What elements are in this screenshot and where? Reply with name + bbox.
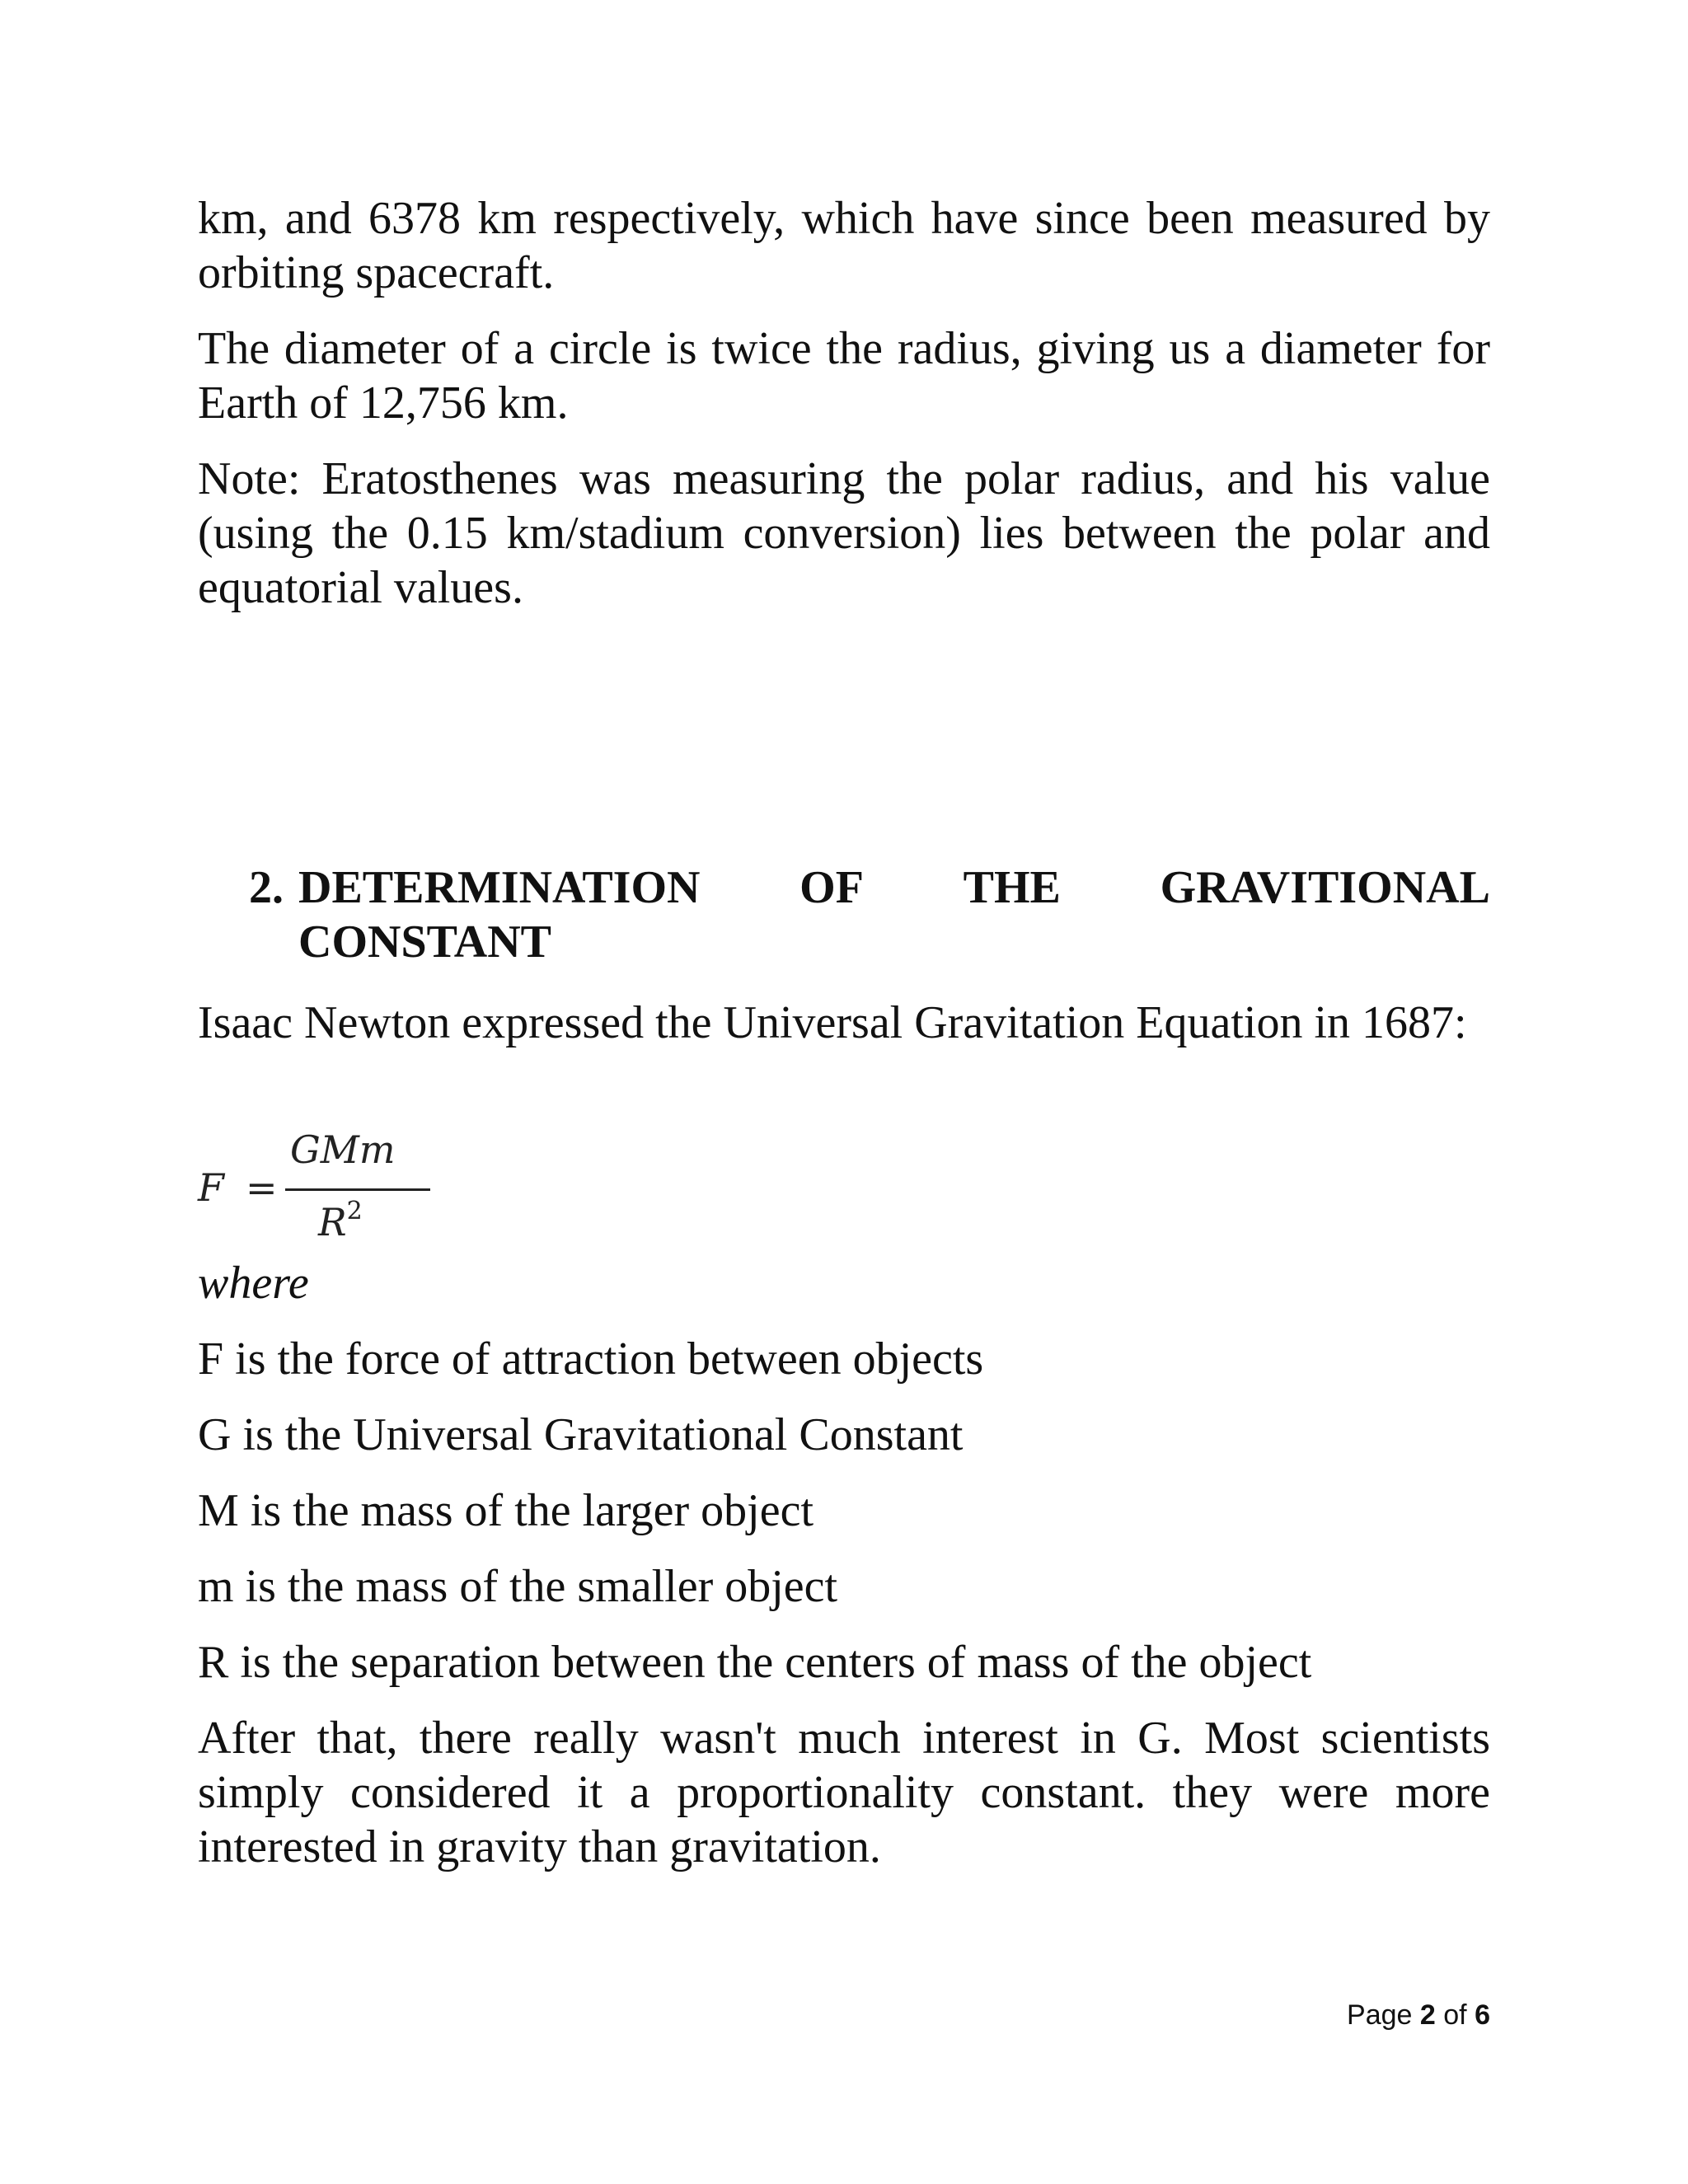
- footer-of-word: of: [1443, 1999, 1467, 2031]
- footer-page-word: Page: [1347, 1999, 1413, 2031]
- definition-g: G is the Universal Gravitational Constant: [198, 1409, 964, 1460]
- fraction-bar: [285, 1188, 430, 1191]
- heading-word-determination: DETERMINATION: [298, 862, 701, 913]
- paragraph-intro: Isaac Newton expressed the Universal Gravitation Equation in 1687:: [198, 997, 1467, 1048]
- where-label: where: [198, 1258, 309, 1309]
- equation-lhs: F: [198, 1165, 224, 1210]
- equation-equals: =: [246, 1165, 278, 1210]
- heading-word-of: OF: [799, 862, 864, 913]
- footer-page-current: 2: [1419, 1999, 1436, 2031]
- heading-word-gravitional: GRAVITIONAL: [1160, 862, 1490, 913]
- definition-big-m: M is the mass of the larger object: [198, 1485, 814, 1536]
- section-number: 2.: [249, 862, 284, 913]
- page-number-footer: [1347, 1999, 1490, 2032]
- definition-f: F is the force of attraction between objects: [198, 1333, 984, 1385]
- paragraph-diameter: The diameter of a circle is twice the radius, giving us a diameter for Earth of 12,756 km.: [198, 323, 1490, 429]
- section-heading: [249, 860, 1490, 969]
- gravitation-equation: [198, 1127, 445, 1243]
- definition-r: R is the separation between the centers of mass of the object: [198, 1637, 1312, 1688]
- heading-word-the: THE: [963, 862, 1061, 913]
- paragraph-radii: km, and 6378 km respectively, which have since been measured by orbiting spacecraft.: [198, 193, 1490, 298]
- equation-numerator: GMm: [290, 1127, 396, 1172]
- footer-page-total: 6: [1475, 1999, 1490, 2031]
- denominator-base: R: [318, 1200, 347, 1244]
- section-heading-line1: [249, 860, 1490, 915]
- section-heading-line2: CONSTANT: [298, 916, 552, 968]
- denominator-exponent: 2: [346, 1197, 363, 1226]
- paragraph-closing: After that, there really wasn't much interest in G. Most scientists simply considered it a proportionality constant. they were more interested in gravity than gravitation.: [198, 1713, 1490, 1872]
- equation-denominator: [318, 1197, 363, 1244]
- paragraph-note: Note: Eratosthenes was measuring the polar radius, and his value (using the 0.15 km/stadium conversion) lies between the polar and equatorial values.: [198, 453, 1490, 613]
- definition-small-m: m is the mass of the smaller object: [198, 1561, 838, 1612]
- section-heading-words: [298, 860, 1490, 915]
